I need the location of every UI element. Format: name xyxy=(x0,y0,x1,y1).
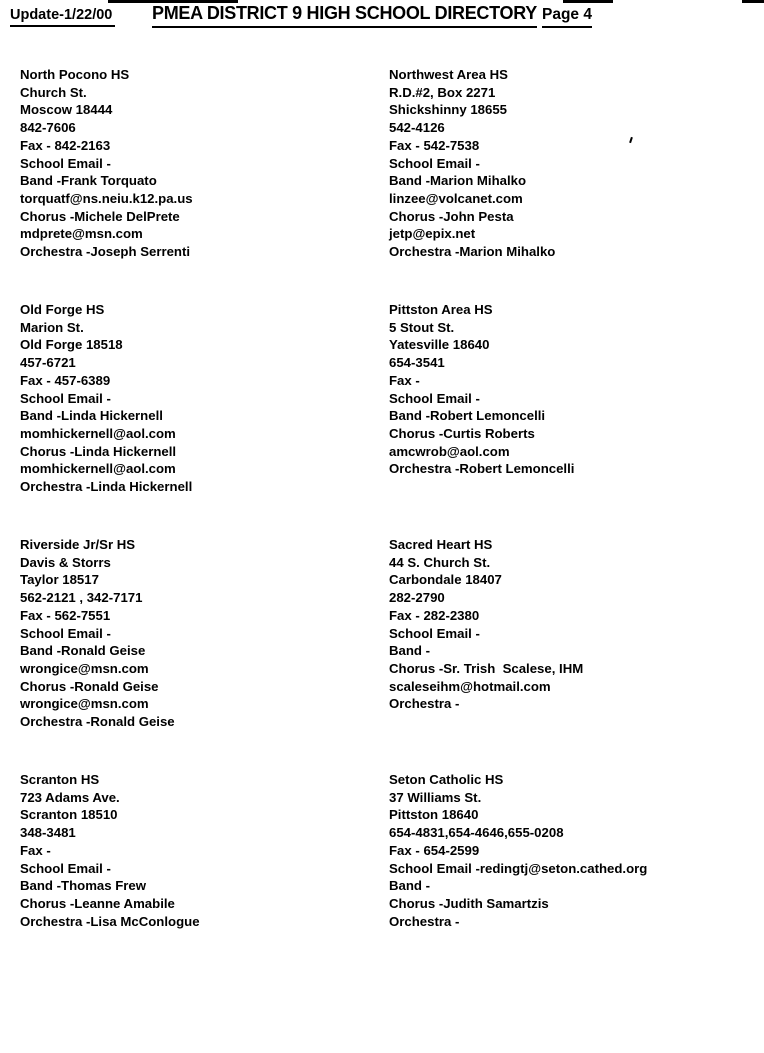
school-detail-line: Fax - 654-2599 xyxy=(389,842,480,858)
school-detail-line: Fax - 282-2380 xyxy=(389,607,480,623)
school-detail-line: Orchestra -Ronald Geise xyxy=(20,714,175,730)
school-detail-line: Band -Linda Hickernell xyxy=(20,408,163,424)
school-detail-line: Fax - 457-6389 xyxy=(20,372,111,388)
school-detail-line: School Email - xyxy=(20,625,111,641)
school-detail-line: 654-3541 xyxy=(389,355,445,371)
school-detail-line: Chorus -Linda Hickernell xyxy=(20,443,177,459)
school-entry xyxy=(20,536,382,731)
school-detail-line: Band - xyxy=(389,643,431,659)
school-detail-line: School Email - xyxy=(389,390,480,406)
header-update-date: Update-1/22/00 xyxy=(10,7,115,27)
school-detail-line: Shickshinny 18655 xyxy=(389,102,508,118)
school-entry xyxy=(389,66,751,261)
school-detail-line: Orchestra - xyxy=(389,913,460,929)
school-detail-line: 842-7606 xyxy=(20,120,76,136)
school-name: Northwest Area HS xyxy=(389,67,508,82)
school-entry xyxy=(389,771,751,930)
school-name: Riverside Jr/Sr HS xyxy=(20,537,136,552)
school-detail-line: Fax - 542-7538 xyxy=(389,137,480,153)
school-detail-line: School Email - xyxy=(20,860,111,876)
school-detail-line: Chorus -Ronald Geise xyxy=(20,678,159,694)
school-detail-line: Fax - xyxy=(20,842,51,858)
school-detail-line: 5 Stout St. xyxy=(389,319,455,335)
school-detail-line: School Email - xyxy=(389,155,480,171)
school-detail-line: Chorus -Sr. Trish Scalese, IHM xyxy=(389,660,584,676)
school-detail-line: amcwrob@aol.com xyxy=(389,443,510,459)
school-detail-line: Orchestra -Robert Lemoncelli xyxy=(389,461,575,477)
school-name: Old Forge HS xyxy=(20,302,105,317)
school-name: Scranton HS xyxy=(20,772,100,787)
school-entry xyxy=(20,771,382,930)
school-detail-line: Chorus -Michele DelPrete xyxy=(20,208,180,224)
school-detail-line: wrongice@msn.com xyxy=(20,660,149,676)
school-detail-line: scaleseihm@hotmail.com xyxy=(389,678,551,694)
school-detail-line: Orchestra - xyxy=(389,696,460,712)
school-entry xyxy=(389,301,751,478)
school-detail-line: 37 Williams St. xyxy=(389,789,482,805)
school-detail-line: Orchestra -Marion Mihalko xyxy=(389,244,556,260)
school-detail-line: mdprete@msn.com xyxy=(20,226,143,242)
school-detail-line: 562-2121 , 342-7171 xyxy=(20,590,143,606)
school-detail-line: Fax - xyxy=(389,372,420,388)
school-detail-line: Chorus -Curtis Roberts xyxy=(389,425,535,441)
school-detail-line: Carbondale 18407 xyxy=(389,572,502,588)
school-detail-line: Fax - 842-2163 xyxy=(20,137,111,153)
school-detail-line: 348-3481 xyxy=(20,825,76,841)
school-entry xyxy=(20,66,382,261)
school-detail-line: Yatesville 18640 xyxy=(389,337,490,353)
school-detail-line: Band - xyxy=(389,878,431,894)
school-detail-line: wrongice@msn.com xyxy=(20,696,149,712)
school-detail-line: Fax - 562-7551 xyxy=(20,607,111,623)
school-detail-line: Church St. xyxy=(20,84,87,100)
school-entry xyxy=(389,536,751,713)
school-detail-line: Davis & Storrs xyxy=(20,554,111,570)
page-number: Page 4 xyxy=(542,6,592,28)
school-detail-line: Pittston 18640 xyxy=(389,807,479,823)
scan-artifact-bar xyxy=(563,0,613,3)
school-detail-line: Band -Marion Mihalko xyxy=(389,173,527,189)
school-detail-line: R.D.#2, Box 2271 xyxy=(389,84,496,100)
school-name: Pittston Area HS xyxy=(389,302,493,317)
school-detail-line: Band -Robert Lemoncelli xyxy=(389,408,546,424)
school-detail-line: Chorus -John Pesta xyxy=(389,208,514,224)
school-detail-line: Orchestra -Joseph Serrenti xyxy=(20,244,191,260)
school-detail-line: Moscow 18444 xyxy=(20,102,113,118)
school-detail-line: torquatf@ns.neiu.k12.pa.us xyxy=(20,190,193,206)
school-detail-line: Band -Frank Torquato xyxy=(20,173,157,189)
school-detail-line: 654-4831,654-4646,655-0208 xyxy=(389,825,564,841)
school-detail-line: School Email - xyxy=(20,390,111,406)
school-name: Sacred Heart HS xyxy=(389,537,493,552)
scan-artifact-bar xyxy=(742,0,764,3)
school-detail-line: linzee@volcanet.com xyxy=(389,190,523,206)
school-name: Seton Catholic HS xyxy=(389,772,504,787)
school-entry xyxy=(20,301,382,496)
school-detail-line: momhickernell@aol.com xyxy=(20,461,176,477)
school-detail-line: 542-4126 xyxy=(389,120,445,136)
school-detail-line: 44 S. Church St. xyxy=(389,554,491,570)
school-detail-line: Chorus -Leanne Amabile xyxy=(20,895,175,911)
school-detail-line: Taylor 18517 xyxy=(20,572,99,588)
school-detail-line: Orchestra -Linda Hickernell xyxy=(20,479,193,495)
school-name: North Pocono HS xyxy=(20,67,130,82)
school-detail-line: jetp@epix.net xyxy=(389,226,476,242)
school-detail-line: Scranton 18510 xyxy=(20,807,118,823)
school-detail-line: School Email -redingtj@seton.cathed.org xyxy=(389,860,648,876)
page-title: PMEA DISTRICT 9 HIGH SCHOOL DIRECTORY xyxy=(152,3,537,28)
school-detail-line: Old Forge 18518 xyxy=(20,337,123,353)
school-detail-line: momhickernell@aol.com xyxy=(20,425,176,441)
school-detail-line: Marion St. xyxy=(20,319,84,335)
school-detail-line: Band -Thomas Frew xyxy=(20,878,147,894)
school-detail-line: Chorus -Judith Samartzis xyxy=(389,895,549,911)
school-detail-line: Orchestra -Lisa McConlogue xyxy=(20,913,200,929)
school-detail-line: Band -Ronald Geise xyxy=(20,643,146,659)
school-detail-line: 282-2790 xyxy=(389,590,445,606)
school-detail-line: School Email - xyxy=(389,625,480,641)
school-detail-line: School Email - xyxy=(20,155,111,171)
school-detail-line: 723 Adams Ave. xyxy=(20,789,120,805)
school-detail-line: 457-6721 xyxy=(20,355,76,371)
